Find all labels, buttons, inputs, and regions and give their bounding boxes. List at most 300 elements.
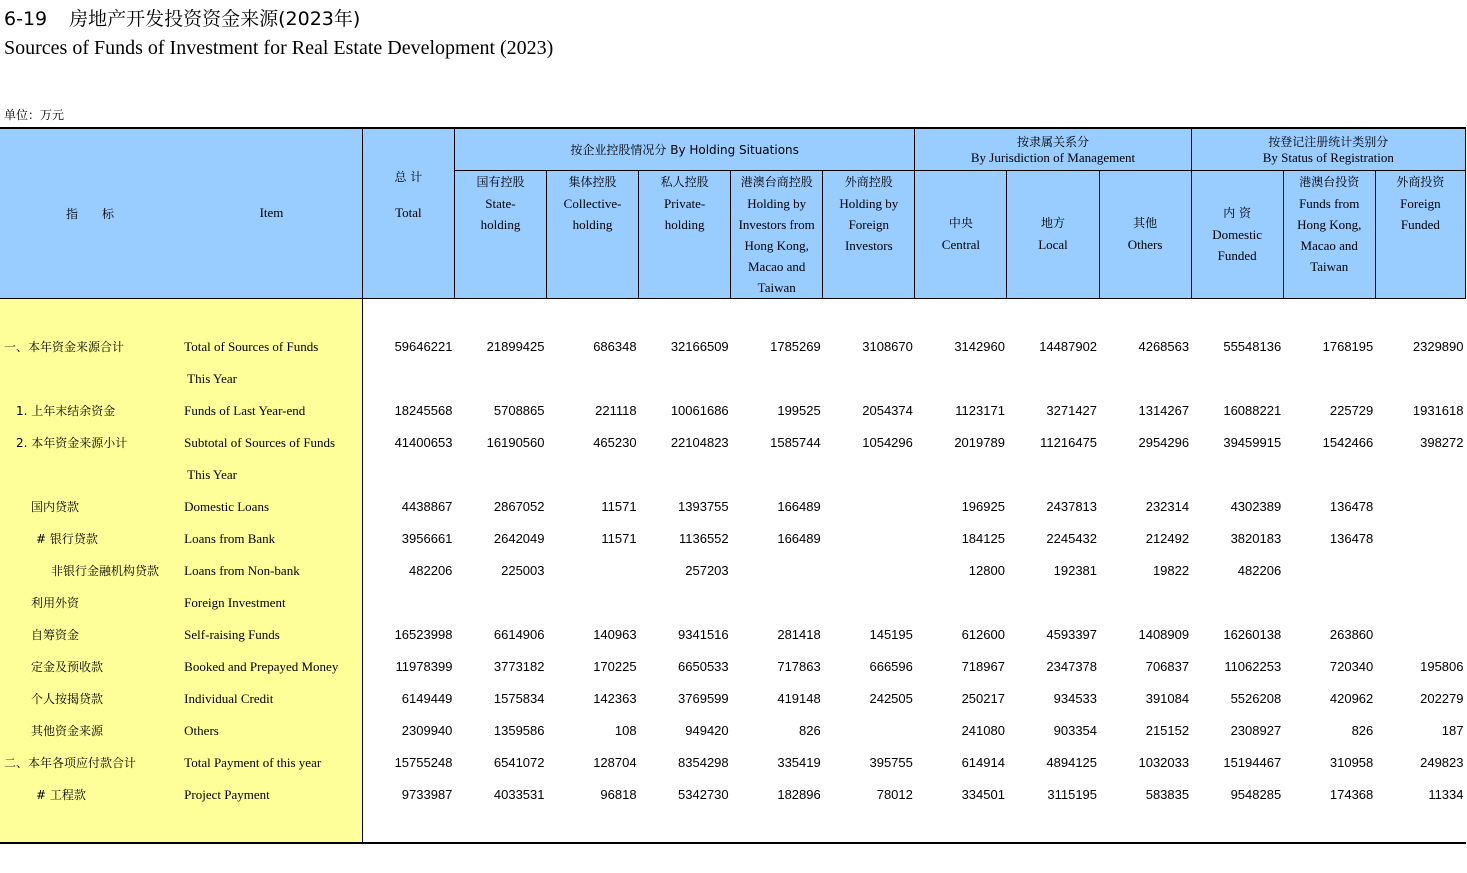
cell-value: 16190560: [486, 435, 545, 450]
cell-value: 482206: [409, 563, 453, 578]
cell-value: 182896: [777, 787, 821, 802]
table-body: [0, 298, 1466, 843]
cell-value: [547, 587, 639, 619]
cell-value: 257203: [685, 563, 729, 578]
cell-value: 184125: [961, 531, 1005, 546]
cell-value: [915, 587, 1007, 619]
cell-value: 136478: [1329, 531, 1374, 546]
cell-value: 686348: [593, 339, 637, 354]
cell-value: [731, 459, 823, 491]
cell-value: [639, 363, 731, 395]
cell-value: [1099, 363, 1191, 395]
cell-value: 2329890: [1412, 339, 1464, 354]
row-label-en: Total of Sources of Funds: [181, 331, 362, 363]
cell-value: 142363: [593, 691, 637, 706]
value-spacer: [362, 811, 454, 843]
header-col-en-line: Domestic: [1212, 226, 1263, 242]
header-total: [362, 128, 454, 298]
header-col-private-holding: [639, 170, 731, 298]
cell-value: 263860: [1329, 627, 1374, 642]
value-spacer: [362, 298, 454, 331]
cell-value: 5708865: [493, 403, 545, 418]
table-row: [0, 683, 1466, 715]
stub-spacer: [0, 811, 181, 843]
cell-value: [823, 523, 915, 555]
header-col-en-line: Taiwan: [757, 279, 796, 295]
cell-value: 4593397: [1046, 627, 1098, 642]
cell-value: 720340: [1329, 659, 1374, 674]
cell-value: 1785269: [770, 339, 821, 354]
cell-value: 212492: [1145, 531, 1190, 546]
cell-value: [915, 363, 1007, 395]
cell-value: [454, 587, 546, 619]
item-spacer: [181, 811, 362, 843]
header-col-hk-macao-taiwan-holding: [731, 170, 823, 298]
value-spacer: [1007, 298, 1099, 331]
row-label-en: Total Payment of this year: [181, 747, 362, 779]
header-group-registration-cn: 按登记注册统计类别分: [1268, 134, 1389, 149]
cell-value: 41400653: [394, 435, 453, 450]
table-row: [0, 395, 1466, 427]
cell-value: 16088221: [1223, 403, 1282, 418]
table-row: [0, 331, 1466, 363]
cell-value: [362, 587, 454, 619]
cell-value: [1191, 587, 1283, 619]
title-cn-text: 房地产开发投资资金来源(2023年): [69, 8, 361, 30]
header-col-en-line: Collective-: [563, 195, 622, 211]
cell-value: [547, 459, 639, 491]
cell-value: 166489: [777, 499, 821, 514]
cell-value: 419148: [777, 691, 821, 706]
header-col-en-line: Investors from: [738, 216, 815, 232]
header-item-en: Item: [181, 128, 362, 298]
value-spacer: [731, 811, 823, 843]
header-group-registration-en: By Status of Registration: [1262, 149, 1394, 165]
cell-value: [823, 491, 915, 523]
cell-value: [731, 587, 823, 619]
cell-value: [823, 363, 915, 395]
cell-value: [731, 363, 823, 395]
cell-value: 1575834: [493, 691, 545, 706]
cell-value: 1314267: [1138, 403, 1190, 418]
row-label-en: Others: [181, 715, 362, 747]
cell-value: 202279: [1420, 691, 1464, 706]
row-label-cn: 利用外资: [0, 587, 181, 619]
value-spacer: [547, 298, 639, 331]
cell-value: 192381: [1053, 563, 1098, 578]
value-spacer: [454, 298, 546, 331]
cell-value: 9548285: [1230, 787, 1282, 802]
cell-value: 232314: [1145, 499, 1190, 514]
header-col-cn: 外商投资: [1396, 174, 1445, 189]
table-row: [0, 619, 1466, 651]
header-col-en-line: Macao and: [1300, 237, 1358, 253]
row-label-cn: 国内贷款: [0, 491, 181, 523]
header-col-en-line: holding: [664, 216, 705, 232]
header-col-en-line: Funded: [1400, 216, 1440, 232]
cell-value: 241080: [961, 723, 1005, 738]
cell-value: 1136552: [679, 531, 729, 546]
cell-value: 281418: [777, 627, 821, 642]
cell-value: 11571: [601, 531, 637, 546]
row-label-cn: 1. 上年末结余资金: [0, 395, 181, 427]
cell-value: 221118: [595, 403, 637, 418]
cell-value: 2245432: [1046, 531, 1098, 546]
row-label-en: This Year: [181, 363, 362, 395]
cell-value: 250217: [961, 691, 1005, 706]
value-spacer: [454, 811, 546, 843]
cell-value: 12800: [968, 563, 1005, 578]
cell-value: 2954296: [1138, 435, 1190, 450]
cell-value: 14487902: [1039, 339, 1098, 354]
row-label-en: Booked and Prepayed Money: [181, 651, 362, 683]
header-total-en: Total: [395, 204, 422, 220]
cell-value: 1054296: [862, 435, 913, 450]
cell-value: 666596: [869, 659, 913, 674]
cell-value: [362, 363, 454, 395]
cell-value: 465230: [593, 435, 637, 450]
cell-value: 16523998: [394, 627, 453, 642]
cell-value: [547, 555, 639, 587]
table-row: [0, 491, 1466, 523]
value-spacer: [547, 811, 639, 843]
cell-value: [915, 459, 1007, 491]
header-group-jurisdiction: [915, 128, 1191, 170]
cell-value: 6650533: [678, 659, 729, 674]
cell-value: 166489: [777, 531, 821, 546]
header-col-en-line: Holding by: [839, 195, 899, 211]
value-spacer: [1099, 298, 1191, 331]
cell-value: 395755: [869, 755, 913, 770]
header-col-en-line: Local: [1038, 237, 1068, 252]
cell-value: 1408909: [1138, 627, 1190, 642]
cell-value: [1099, 459, 1191, 491]
header-col-en-line: Holding by: [747, 195, 807, 211]
cell-value: [1283, 363, 1375, 395]
cell-value: [547, 363, 639, 395]
cell-value: 8354298: [678, 755, 729, 770]
cell-value: 1393755: [678, 499, 729, 514]
table-row: [0, 555, 1466, 587]
cell-value: 2347378: [1046, 659, 1098, 674]
cell-value: 2054374: [862, 403, 913, 418]
header-col-en-line: Taiwan: [1310, 258, 1349, 274]
cell-value: 1123171: [955, 403, 1005, 418]
cell-value: 9733987: [401, 787, 453, 802]
header-col-cn: 私人控股: [660, 174, 709, 189]
cell-value: 15194467: [1223, 755, 1282, 770]
table-header: [0, 128, 1466, 298]
header-col-en-line: Private-: [664, 195, 706, 211]
header-group-holding: 按企业控股情况分 By Holding Situations: [454, 128, 914, 170]
table-row: [0, 747, 1466, 779]
cell-value: 717863: [777, 659, 821, 674]
row-label-en: Foreign Investment: [181, 587, 362, 619]
cell-value: [1099, 587, 1191, 619]
cell-value: [823, 555, 915, 587]
funds-table: [0, 127, 1466, 844]
cell-value: 11062253: [1224, 659, 1282, 674]
header-col-cn: 港澳台商控股: [740, 174, 813, 189]
cell-value: 2019789: [954, 435, 1005, 450]
cell-value: 2437813: [1046, 499, 1098, 514]
cell-value: 2308927: [1230, 723, 1282, 738]
cell-value: [639, 587, 731, 619]
item-spacer: [181, 298, 362, 331]
row-label-en: Loans from Non-bank: [181, 555, 362, 587]
row-label-cn: 非银行金融机构贷款: [0, 555, 181, 587]
cell-value: 334501: [961, 787, 1005, 802]
header-col-cn: 中央: [948, 216, 973, 230]
header-col-cn: 集体控股: [568, 174, 617, 189]
cell-value: 391084: [1145, 691, 1190, 706]
header-col-state-holding: [454, 170, 546, 298]
table-row: [0, 459, 1466, 491]
cell-value: [1375, 555, 1465, 587]
header-group-jurisdiction-en: By Jurisdiction of Management: [970, 149, 1136, 165]
cell-value: [1375, 523, 1465, 555]
cell-value: [1283, 587, 1375, 619]
cell-value: [454, 363, 546, 395]
cell-value: 1032033: [1138, 755, 1190, 770]
cell-value: 398272: [1420, 435, 1464, 450]
cell-value: 145195: [869, 627, 913, 642]
cell-value: 11571: [601, 499, 637, 514]
cell-value: 6614906: [493, 627, 545, 642]
cell-value: 199525: [777, 403, 821, 418]
cell-value: 4268563: [1138, 339, 1190, 354]
cell-value: [1375, 587, 1465, 619]
cell-value: 225729: [1329, 403, 1374, 418]
value-spacer: [1283, 811, 1375, 843]
value-spacer: [639, 811, 731, 843]
cell-value: [1191, 363, 1283, 395]
cell-value: [1283, 459, 1375, 491]
table-row: [0, 523, 1466, 555]
header-col-en-line: holding: [572, 216, 613, 232]
header-col-others: [1099, 170, 1191, 298]
table-number: 6-19: [4, 8, 48, 30]
cell-value: [362, 459, 454, 491]
header-col-local: [1007, 170, 1099, 298]
header-col-en-line: Foreign: [848, 216, 890, 232]
unit-label: 单位：万元: [4, 108, 65, 122]
header-col-en-line: Funds from: [1299, 195, 1360, 211]
cell-value: 225003: [501, 563, 545, 578]
cell-value: [1007, 587, 1099, 619]
cell-value: 826: [799, 723, 821, 738]
row-label-cn: 自筹资金: [0, 619, 181, 651]
cell-value: 614914: [961, 755, 1005, 770]
cell-value: 1768195: [1322, 339, 1374, 354]
header-col-foreign-holding: [823, 170, 915, 298]
cell-value: 310958: [1329, 755, 1374, 770]
cell-value: 5526208: [1230, 691, 1282, 706]
cell-value: [823, 587, 915, 619]
cell-value: 195806: [1420, 659, 1464, 674]
cell-value: 22104823: [670, 435, 729, 450]
cell-value: 3820183: [1230, 531, 1282, 546]
row-label-en: Individual Credit: [181, 683, 362, 715]
table-title-en: Sources of Funds of Investment for Real Estate Development (2023): [4, 37, 554, 59]
row-label-cn: 一、本年资金来源合计: [0, 331, 181, 363]
cell-value: 39459915: [1223, 435, 1282, 450]
cell-value: 18245568: [394, 403, 453, 418]
table-row: [0, 587, 1466, 619]
cell-value: 3142960: [954, 339, 1005, 354]
row-label-en: Project Payment: [181, 779, 362, 811]
header-col-cn: 国有控股: [476, 174, 525, 189]
header-col-en-line: holding: [480, 216, 521, 232]
cell-value: 612600: [961, 627, 1005, 642]
cell-value: 4438867: [401, 499, 453, 514]
cell-value: 96818: [600, 787, 637, 802]
header-group-jurisdiction-cn: 按隶属关系分: [1016, 134, 1089, 149]
table-row: [0, 715, 1466, 747]
header-col-en-line: State-: [485, 195, 516, 211]
cell-value: 6149449: [401, 691, 453, 706]
value-spacer: [1375, 811, 1465, 843]
cell-value: 9341516: [678, 627, 729, 642]
cell-value: 16260138: [1223, 627, 1282, 642]
cell-value: 108: [614, 723, 637, 738]
cell-value: 420962: [1329, 691, 1374, 706]
value-spacer: [1375, 298, 1465, 331]
cell-value: 32166509: [670, 339, 729, 354]
header-group-registration: [1191, 128, 1465, 170]
cell-value: 21899425: [486, 339, 545, 354]
row-label-cn: 定金及预收款: [0, 651, 181, 683]
value-spacer: [1191, 298, 1283, 331]
row-label-cn: 二、本年各项应付款合计: [0, 747, 181, 779]
value-spacer: [639, 298, 731, 331]
cell-value: 15755248: [394, 755, 453, 770]
header-col-cn: 其他: [1133, 216, 1158, 230]
cell-value: [1283, 555, 1375, 587]
cell-value: 3769599: [678, 691, 729, 706]
cell-value: 4894125: [1046, 755, 1098, 770]
cell-value: 934533: [1053, 691, 1098, 706]
table-row: [0, 427, 1466, 459]
cell-value: [731, 555, 823, 587]
cell-value: 2309940: [401, 723, 453, 738]
cell-value: [1375, 459, 1465, 491]
stub-spacer: [0, 298, 181, 331]
header-col-en-line: Macao and: [748, 258, 806, 274]
cell-value: 3773182: [493, 659, 545, 674]
cell-value: 174368: [1329, 787, 1374, 802]
cell-value: 718967: [961, 659, 1005, 674]
cell-value: 2867052: [493, 499, 545, 514]
cell-value: 1585744: [770, 435, 821, 450]
cell-value: 335419: [777, 755, 821, 770]
cell-value: 482206: [1237, 563, 1282, 578]
cell-value: 196925: [961, 499, 1005, 514]
cell-value: 3956661: [401, 531, 453, 546]
cell-value: [1375, 491, 1465, 523]
cell-value: 215152: [1145, 723, 1190, 738]
row-label-en: Subtotal of Sources of Funds: [181, 427, 362, 459]
cell-value: 6541072: [493, 755, 545, 770]
row-label-cn: # 工程款: [0, 779, 181, 811]
value-spacer: [823, 298, 915, 331]
header-col-cn: 外商控股: [844, 174, 893, 189]
cell-value: 249823: [1420, 755, 1464, 770]
header-col-central: [915, 170, 1007, 298]
cell-value: 140963: [593, 627, 637, 642]
value-spacer: [1099, 811, 1191, 843]
cell-value: 187: [1441, 723, 1464, 738]
cell-value: 242505: [869, 691, 913, 706]
cell-value: [1007, 459, 1099, 491]
cell-value: [639, 459, 731, 491]
value-spacer: [1007, 811, 1099, 843]
header-col-cn: 港澳台投资: [1299, 174, 1360, 189]
cell-value: [1375, 619, 1465, 651]
cell-value: 11216475: [1040, 435, 1098, 450]
header-total-cn: 总 计: [394, 169, 423, 184]
spacer-row: [0, 811, 1466, 843]
cell-value: 11978399: [395, 659, 453, 674]
cell-value: 170225: [593, 659, 637, 674]
header-col-cn: 内 资: [1223, 205, 1252, 220]
header-col-en-line: Funded: [1217, 247, 1257, 263]
value-spacer: [823, 811, 915, 843]
cell-value: 826: [1351, 723, 1374, 738]
cell-value: 1359586: [493, 723, 545, 738]
row-label-cn: [0, 459, 181, 491]
cell-value: 2642049: [493, 531, 545, 546]
cell-value: 1931618: [1412, 403, 1464, 418]
header-col-en-line: Others: [1127, 237, 1163, 252]
cell-value: 10061686: [670, 403, 729, 418]
cell-value: 136478: [1329, 499, 1374, 514]
cell-value: 78012: [876, 787, 913, 802]
table-title-cn: [4, 4, 360, 31]
row-label-en: Self-raising Funds: [181, 619, 362, 651]
header-col-en-line: Investors: [844, 237, 893, 253]
cell-value: 4033531: [493, 787, 545, 802]
header-col-en-line: Foreign: [1400, 195, 1441, 211]
cell-value: [1191, 459, 1283, 491]
header-col-en-line: Central: [941, 237, 981, 252]
cell-value: [1007, 363, 1099, 395]
header-col-domestic-funded: [1191, 170, 1283, 298]
value-spacer: [915, 298, 1007, 331]
table-row: [0, 651, 1466, 683]
cell-value: 55548136: [1223, 339, 1282, 354]
cell-value: 11334: [1428, 787, 1464, 802]
cell-value: [823, 715, 915, 747]
cell-value: 3108670: [862, 339, 913, 354]
cell-value: [1375, 363, 1465, 395]
cell-value: 949420: [685, 723, 729, 738]
cell-value: 706837: [1145, 659, 1190, 674]
row-label-en: Domestic Loans: [181, 491, 362, 523]
row-label-cn: 2. 本年资金来源小计: [0, 427, 181, 459]
cell-value: 19822: [1152, 563, 1190, 578]
header-col-en-line: Hong Kong,: [1297, 216, 1362, 232]
value-spacer: [1191, 811, 1283, 843]
value-spacer: [915, 811, 1007, 843]
header-col-foreign-funded: [1375, 170, 1465, 298]
cell-value: 5342730: [678, 787, 729, 802]
cell-value: 59646221: [394, 339, 453, 354]
header-indicator-cn: 指 标: [0, 128, 181, 298]
row-label-en: Loans from Bank: [181, 523, 362, 555]
table-row: [0, 363, 1466, 395]
cell-value: 583835: [1145, 787, 1190, 802]
